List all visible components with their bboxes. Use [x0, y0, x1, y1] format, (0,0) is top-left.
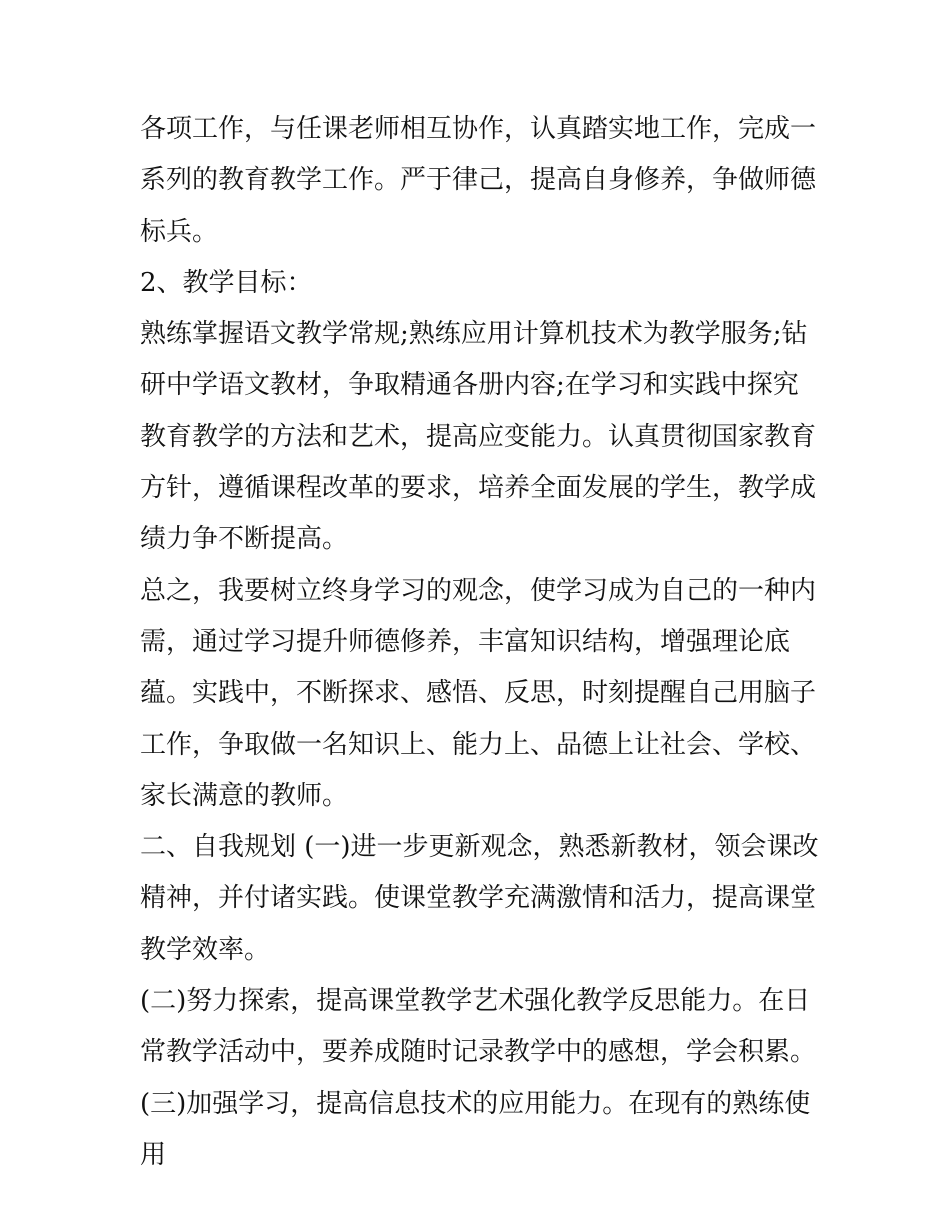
- paragraph-self-planning-1: 二、自我规划 (一)进一步更新观念，熟悉新教材，领会课改精神，并付诸实践。使课堂教学充满激情和活力，提高课堂教学效率。: [140, 832, 819, 965]
- paragraph-duties-continued: 各项工作，与任课老师相互协作，认真踏实地工作，完成一系列的教育教学工作。严于律己，提高自身修养，争做师德标兵。: [140, 114, 817, 247]
- paragraph-self-planning-3: (三)加强学习，提高信息技术的应用能力。在现有的熟练使用: [140, 1088, 811, 1170]
- paragraph-teaching-goals: 熟练掌握语文教学常规;熟练应用计算机技术为教学服务;钻研中学语文教材，争取精通各册内容;在学习和实践中探究教育教学的方法和艺术，提高应变能力。认真贯彻国家教育方针，遵循课程改革的要求，培养全面发展的学生，教学成绩力争不断提高。: [140, 319, 817, 555]
- heading-teaching-goals: 2、教学目标：: [140, 267, 313, 298]
- paragraph-summary: 总之，我要树立终身学习的观念，使学习成为自己的一种内需，通过学习提升师德修养，丰富知识结构，增强理论底蕴。实践中，不断探求、感悟、反思，时刻提醒自己用脑子工作，争取做一名知识上、能力上、品德上让社会、学校、家长满意的教师。: [140, 575, 817, 811]
- document-body: [140, 104, 820, 1181]
- paragraph-self-planning-2: (二)努力探索，提高课堂教学艺术强化教学反思能力。在日常教学活动中，要养成随时记录教学中的感想，学会积累。: [140, 986, 817, 1068]
